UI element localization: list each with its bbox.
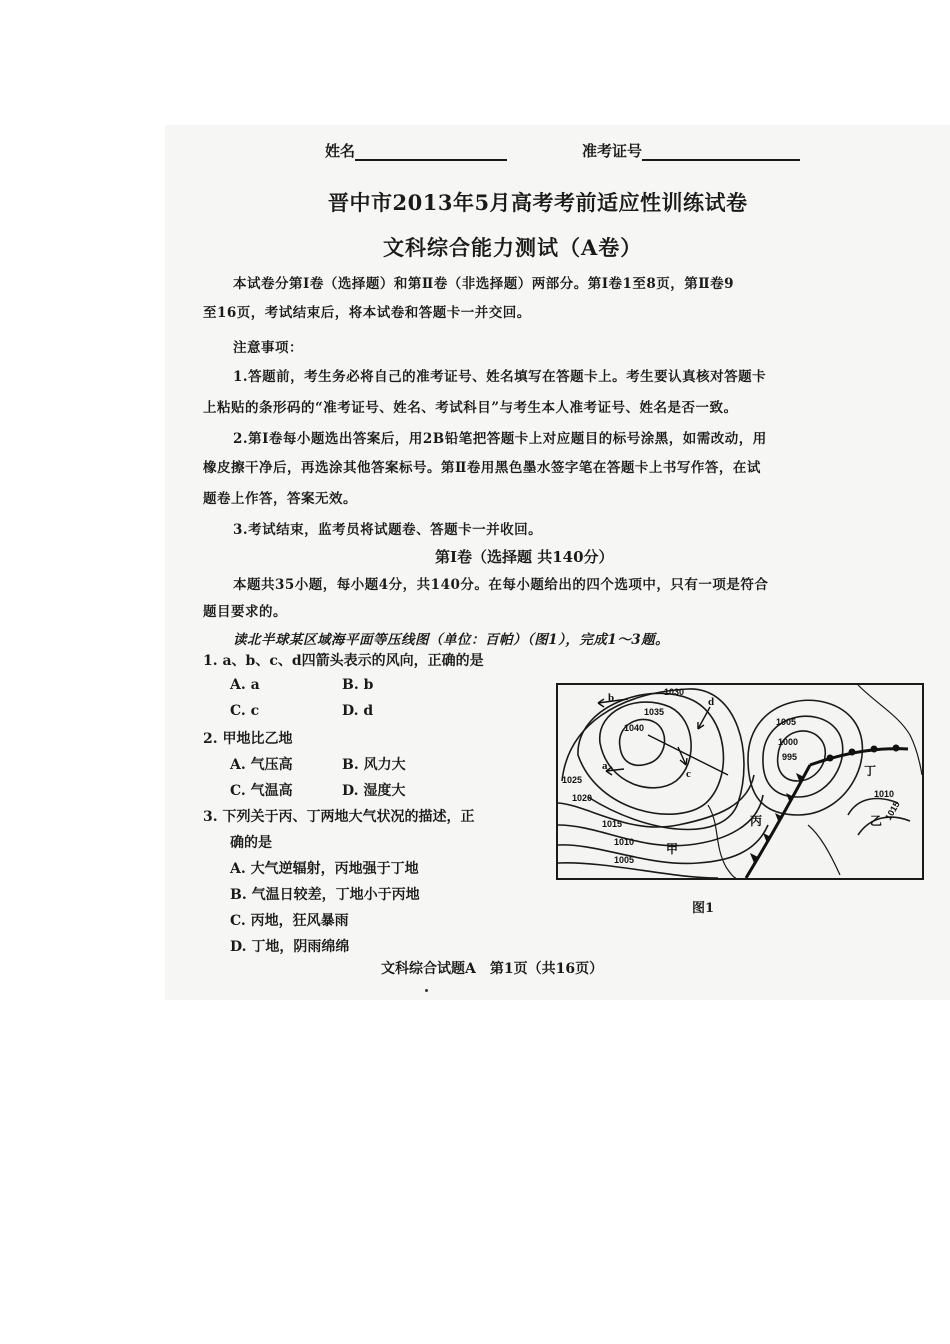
section-instruction: 读北半球某区域海平面等压线图（单位：百帕）（图1），完成1～3题。	[233, 632, 670, 648]
isobar-1015-right	[858, 817, 910, 835]
intro-line-1: 本试卷分第Ⅰ卷（选择题）和第Ⅱ卷（非选择题）两部分。第Ⅰ卷1至8页，第Ⅱ卷9	[233, 276, 735, 292]
label-1015-right: 1015	[883, 799, 902, 822]
q2-option-d: D. 湿度大	[342, 783, 406, 799]
coastline-ne	[858, 685, 922, 775]
label-1010-right: 1010	[874, 789, 895, 799]
question-1-stem: 1. a、b、c、d四箭头表示的风向，正确的是	[203, 653, 484, 669]
label-1025: 1025	[562, 775, 583, 785]
label-yi: 乙	[870, 814, 883, 828]
exam-number-blank	[642, 143, 800, 161]
name-blank	[355, 143, 507, 161]
label-a: a	[602, 760, 608, 772]
label-1005-low: 1005	[776, 717, 797, 727]
question-2-stem: 2. 甲地比乙地	[203, 731, 293, 747]
page-footer: 文科综合试题A 第1页（共16页）	[381, 961, 604, 977]
note-2-line-2: 橡皮擦干净后，再选涂其他答案标号。第Ⅱ卷用黑色墨水签字笔在答题卡上书写作答，在试	[203, 460, 761, 476]
label-1005: 1005	[614, 855, 635, 865]
q1-option-a: A. a	[230, 677, 260, 693]
q2-option-b: B. 风力大	[342, 757, 406, 773]
q1-option-b: B. b	[342, 677, 374, 693]
label-1000: 1000	[778, 737, 799, 747]
name-label: 姓名	[325, 142, 356, 160]
note-1-line-1: 1.答题前，考生务必将自己的准考证号、姓名填写在答题卡上。考生要认真核对答题卡	[233, 369, 767, 385]
note-2-line-3: 题卷上作答，答案无效。	[203, 491, 357, 507]
scan-speck	[425, 989, 428, 992]
coastline-s	[808, 825, 840, 875]
figure-caption: 图1	[692, 901, 715, 916]
exam-title: 晋中市2013年5月高考考前适应性训练试卷	[328, 190, 748, 215]
label-1010: 1010	[614, 837, 635, 847]
notes-heading: 注意事项：	[233, 340, 303, 356]
label-1035: 1035	[644, 707, 665, 717]
note-1-line-2: 上粘贴的条形码的“准考证号、姓名、考试科目”与考生本人准考证号、姓名是否一致。	[203, 400, 738, 416]
label-d: d	[708, 696, 715, 708]
intro-line-2: 至16页，考试结束后，将本试卷和答题卡一并交回。	[203, 305, 531, 321]
q1-option-c: C. c	[230, 703, 260, 719]
section-desc-line-2: 题目要求的。	[203, 604, 287, 620]
q1-option-d: D. d	[342, 703, 374, 719]
isobar-1005-low	[748, 700, 862, 815]
q2-option-a: A. 气压高	[230, 757, 293, 773]
section-desc-line-1: 本题共35小题，每小题4分，共140分。在每小题给出的四个选项中，只有一项是符合	[233, 577, 769, 593]
section-heading: 第Ⅰ卷（选择题 共140分）	[435, 548, 614, 566]
label-ding: 丁	[864, 764, 877, 778]
question-3-stem-line-1: 3. 下列关于丙、丁两地大气状况的描述，正	[203, 809, 475, 825]
q3-option-b: B. 气温日较差，丁地小于丙地	[230, 887, 420, 903]
label-995: 995	[782, 752, 798, 762]
q3-option-a: A. 大气逆辐射，丙地强于丁地	[230, 861, 419, 877]
exam-number-field	[582, 140, 800, 161]
note-2-line-1: 2.第Ⅰ卷每小题选出答案后，用2B铅笔把答题卡上对应题目的标号涂黑，如需改动，用	[233, 431, 767, 447]
question-3-stem-line-2: 确的是	[230, 835, 272, 851]
label-bing: 丙	[750, 814, 763, 828]
isobar-map	[558, 685, 922, 878]
label-jia: 甲	[666, 842, 679, 856]
isobar-map-figure	[556, 683, 924, 880]
name-field	[325, 140, 507, 161]
label-1040: 1040	[624, 723, 645, 733]
label-c: c	[686, 768, 691, 780]
exam-number-label: 准考证号	[582, 142, 643, 160]
note-3: 3.考试结束，监考员将试题卷、答题卡一并收回。	[233, 522, 543, 538]
isobar-1005	[558, 863, 718, 878]
q3-option-d: D. 丁地，阴雨绵绵	[230, 939, 350, 955]
q3-option-c: C. 丙地，狂风暴雨	[230, 913, 349, 929]
label-b: b	[608, 692, 615, 704]
q2-option-c: C. 气温高	[230, 783, 293, 799]
label-1015: 1015	[602, 819, 623, 829]
label-1030: 1030	[664, 687, 685, 697]
label-1020: 1020	[572, 793, 593, 803]
exam-subtitle: 文科综合能力测试（A卷）	[383, 235, 643, 260]
